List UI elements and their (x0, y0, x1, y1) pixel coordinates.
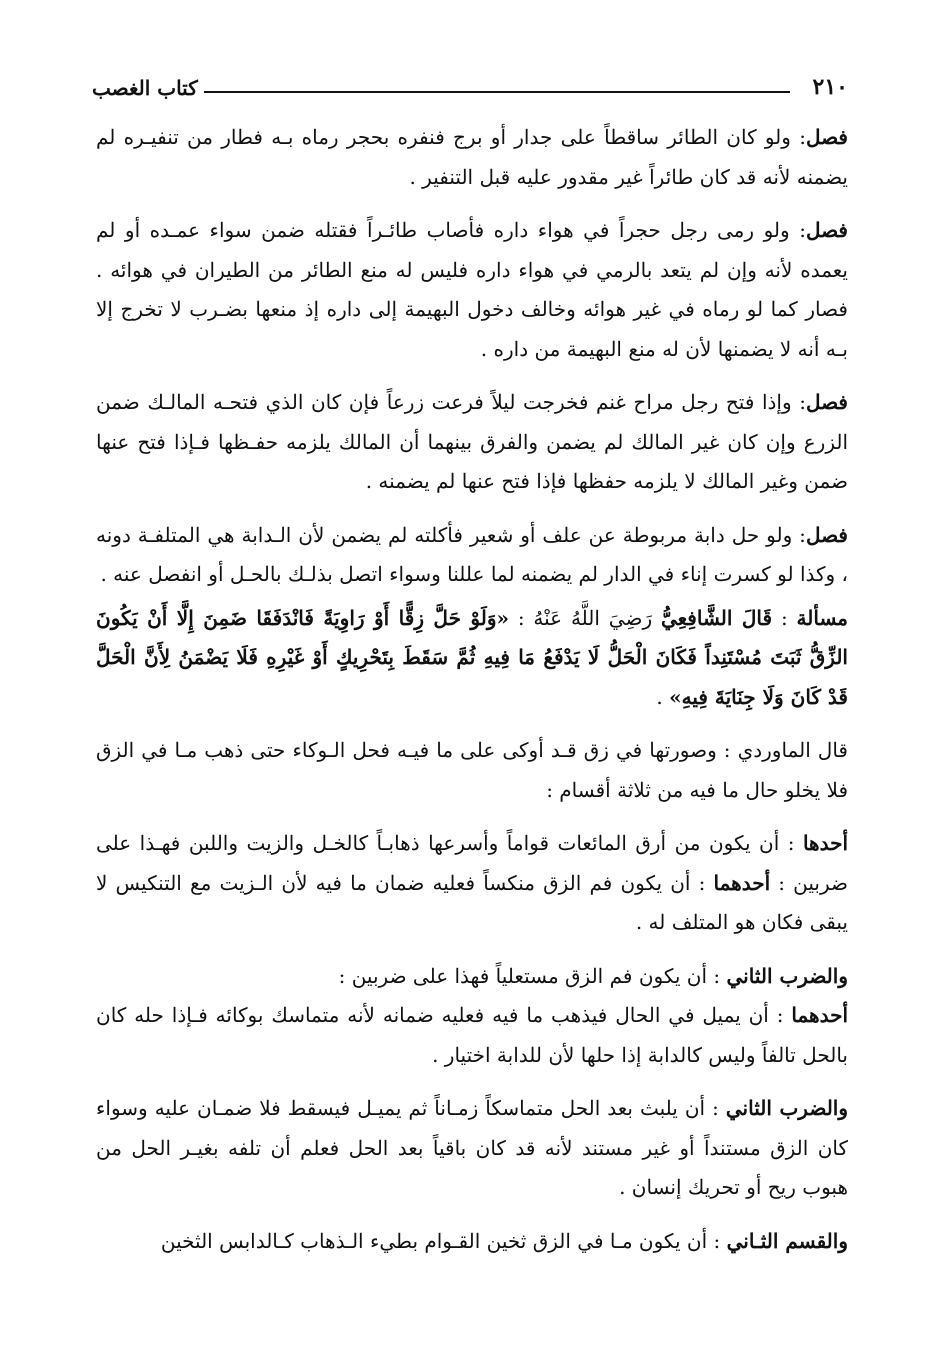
paragraph (96, 824, 848, 943)
paragraph (96, 731, 848, 810)
page-number: ٢١٠ (812, 74, 848, 100)
running-title: كتاب الغصب (92, 76, 198, 100)
paragraph-label: فصل (805, 218, 848, 242)
page-body (96, 118, 848, 1261)
paragraph (96, 957, 848, 997)
paragraph-text: : أن يكون فم الزق مستعلياً فهذا على ضربين : (338, 963, 727, 988)
quoted-text: «وَلَوْ حَلَّ زِقًّا أَوْ رَاوِيَةً فَانْدَفَقَا ضَمِنَ إِلَّا أَنْ يَكُونَ الزِّقُّ ثَبَتَ مُسْتَنِداً فَكَانَ الْحَلُّ لَا يَدْفَعُ مَا فِيهِ ثُمَّ سَقَطَ بِتَحْرِيكٍ أَوْ غَيْرِهِ فَلَا يَضْمَنُ لِأَنَّ الْحَلَّ قَدْ كَانَ وَلَا جِنَايَةَ فِيهِ» (96, 605, 848, 709)
paragraph-text: : أن يميل في الحال فيذهب ما فيه فعليه ضمانه لأنه متماسك بوكائه فـإذا حله كان بالحل تالفاً وليس كالدابة إذا حلها لأن للدابة اختيار . (96, 1003, 848, 1067)
masala-label: مسألة (796, 605, 849, 630)
masala-separator: : (772, 605, 797, 630)
paragraph-label: فصل (805, 125, 848, 149)
paragraph-label: فصل (805, 390, 848, 414)
paragraph-text: : ولو كان الطائر ساقطاً على جدار أو برج فنفره بحجر رماه بـه فطار من تنفيـره لم يضمنه لأنه قد كان طائراً غير مقدور عليه قبل التنفير . (96, 125, 848, 189)
paragraph-label: والضرب الثاني (726, 963, 848, 988)
paragraph (96, 516, 848, 595)
header-rule (204, 91, 790, 93)
honorific: رَضِيَ اللَّهُ عَنْهُ : (508, 605, 661, 630)
paragraph-text: : أن يلبث بعد الحل متماسكاً زمـاناً ثم يميـل فيسقط فلا ضمـان عليه وسواء كان الزق مستنداً أو غير مستند لأنه قد كان باقياً بعد الحل فعلم أن تلفه بغيـر الحل من هبوب ريح أو تحريك إنسان . (96, 1096, 848, 1199)
paragraph-label: والقسم الثـاني (726, 1228, 848, 1253)
paragraph (96, 211, 848, 369)
paragraph-text: . (656, 684, 670, 709)
paragraph-text: : ولو رمى رجل حجراً في هواء داره فأصاب طائـراً فقتله ضمن سواء عمـده أو لم يعمده لأنه وإن لم يتعد بالرمي في هواء داره فليس له منع الطائر من الطيران في هوائه . فصار كما لو رماه في غير هوائه وخالف دخول البهيمة إلى داره إذ منعها بضـرب لا تخرج إلا بـه أنه لا يضمنها لأن له منع البهيمة من داره . (96, 218, 848, 361)
masala-paragraph (96, 599, 848, 718)
paragraph-label: أحدها (802, 831, 848, 855)
page-header (92, 74, 848, 114)
paragraph (96, 1089, 848, 1208)
paragraph-subtext: : أن يكون فم الزق منكساً فعليه ضمان ما فيه لأن الـزيت مع التنكيس لا يبقى فكان هو المتلف له . (96, 870, 848, 934)
paragraph (96, 1222, 848, 1262)
paragraph-label: فصل (805, 522, 848, 547)
paragraph-sublabel: أحدهما (713, 870, 771, 895)
paragraph-text: : ولو حل دابة مربوطة عن علف أو شعير فأكلته لم يضمن لأن الـدابة هي المتلفـة دونه ، وكذا لو كسرت إناء في الدار لم يضمنه لما عللنا وسواء اتصل بذلـك بالحـل أو انفصل عنه . (96, 522, 848, 586)
paragraph (96, 996, 848, 1075)
paragraph-text: : أن يكون مـا في الزق ثخين القـوام بطيء الـذهاب كـالدابس الثخين (160, 1228, 727, 1253)
paragraph (96, 383, 848, 502)
paragraph-text: : أن يكون من أرق المائعات قواماً وأسرعها ذهابـاً كالخـل والزيت واللبن فهـذا على ضربين : (96, 831, 848, 895)
imam-name: قَالَ الشَّافِعِيُّ (660, 605, 773, 630)
paragraph (96, 118, 848, 197)
paragraph-label: أحدهما (791, 1003, 848, 1027)
paragraph-text: : وإذا فتح رجل مراح غنم فخرجت ليلاً فرعت زرعاً فإن كان الذي فتحـه المالـك ضمن الزرع وإن كان غير المالك لم يضمن والفرق بينهما أن المالك يلزمه حفـظها فـإذا فتح عنها ضمن وغير المالك لا يلزمه حفظها فإذا فتح عنها لم يضمنه . (96, 390, 848, 493)
paragraph-label: والضرب الثاني (725, 1096, 848, 1120)
paragraph-text: قال الماوردي : وصورتها في زق قـد أوكى على ما فيـه فحل الـوكاء حتى ذهب مـا في الزق فلا يخلو حال ما فيه من ثلاثة أقسام : (96, 738, 848, 802)
